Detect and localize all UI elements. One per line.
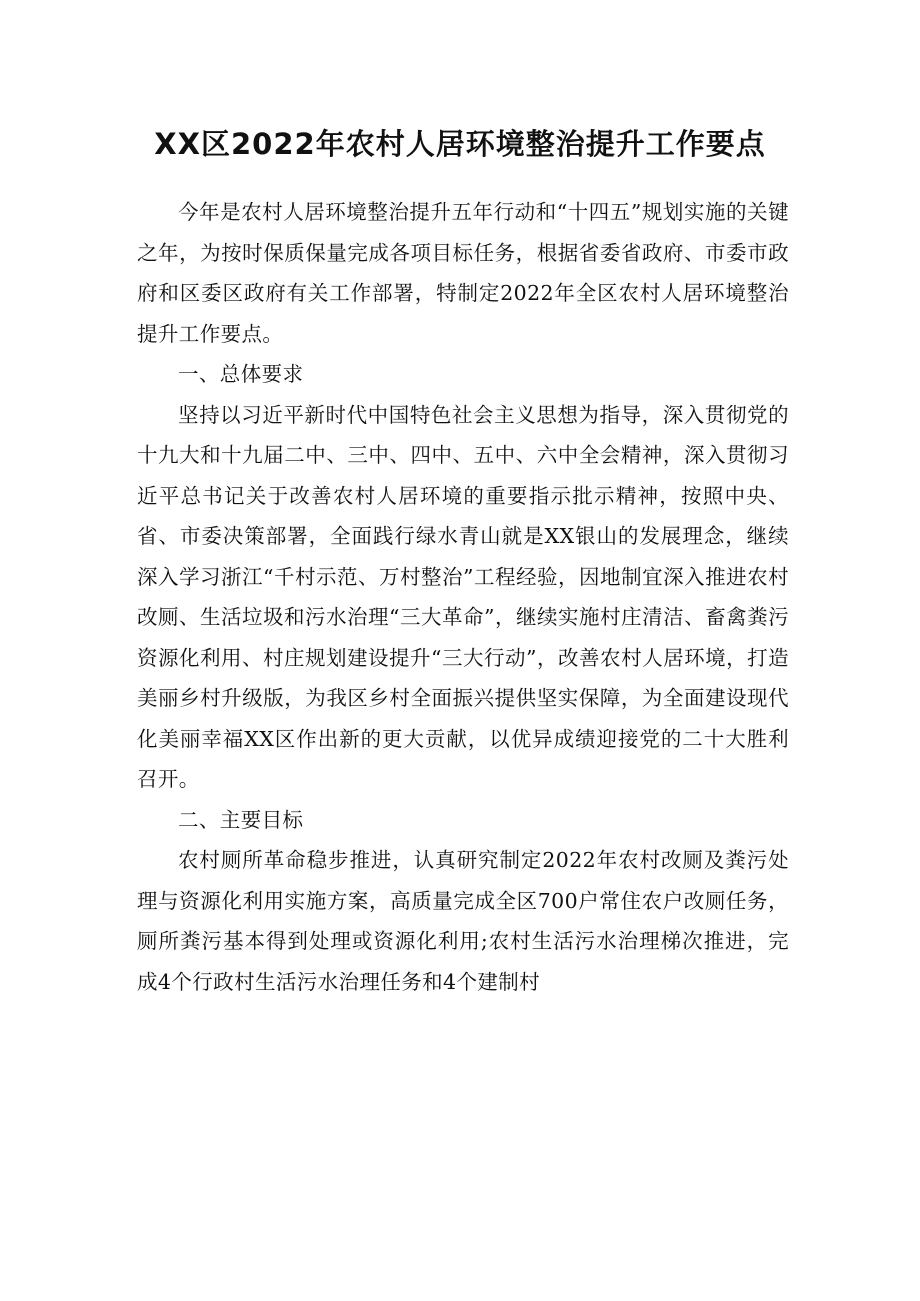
document-body [137, 192, 789, 1002]
intro-paragraph: 今年是农村人居环境整治提升五年行动和“十四五”规划实施的关键之年，为按时保质保量完成各项目标任务，根据省委省政府、市委市政府和区委区政府有关工作部署，特制定2022年全区农村人居环境整治提升工作要点。 [137, 200, 789, 346]
document-title: XX区2022年农村人居环境整治提升工作要点 [154, 127, 766, 161]
section-heading-overall-requirements: 一、总体要求 [178, 362, 304, 386]
section-heading-main-goals: 二、主要目标 [178, 807, 304, 832]
section-body-overall-requirements: 坚持以习近平新时代中国特色社会主义思想为指导，深入贯彻党的十九大和十九届二中、三中、四中、五中、六中全会精神，深入贯彻习近平总书记关于改善农村人居环境的重要指示批示精神，按照中央、省、市委决策部署，全面践行绿水青山就是XX银山的发展理念，继续深入学习浙江“千村示范、万村整治”工程经验，因地制宜深入推进农村改厕、生活垃圾和污水治理“三大革命”，继续实施村庄清洁、畜禽粪污资源化利用、村庄规划建设提升“三大行动”，改善农村人居环境，打造美丽乡村升级版，为我区乡村全面振兴提供坚实保障，为全面建设现代化美丽幸福XX区作出新的更大贡献，以优异成绩迎接党的二十大胜利召开。 [137, 402, 789, 791]
section-body-main-goals: 农村厕所革命稳步推进，认真研究制定2022年农村改厕及粪污处理与资源化利用实施方案，高质量完成全区700户常住农户改厕任务，厕所粪污基本得到处理或资源化利用;农村生活污水治理梯次推进，完成4个行政村生活污水治理任务和4个建制村 [137, 848, 789, 994]
